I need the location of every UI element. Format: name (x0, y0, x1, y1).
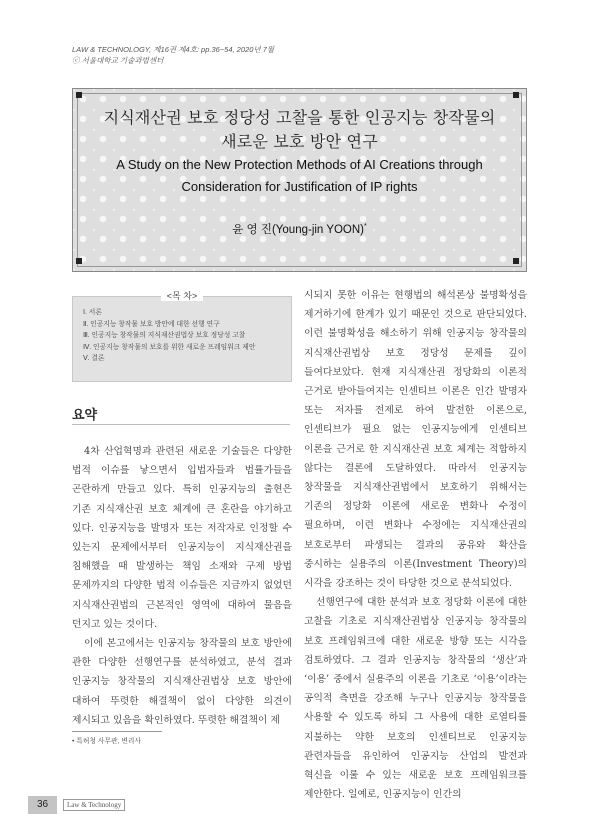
corner-square-icon (513, 92, 519, 98)
toc-item: Ⅱ. 인공지능 창작물 보호 방안에 대한 선행 연구 (83, 320, 220, 328)
toc-item: Ⅴ. 결론 (83, 355, 105, 362)
title-english-line1: A Study on the New Protection Methods of AI Creations through (116, 157, 483, 172)
abstract-paragraph: 시되지 못한 이유는 현행법의 해석론상 불명확성을 제거하기에 한계가 있기 때문인 것으로 판단되었다. 이런 불명확성을 해소하기 위해 인공지능 창작물의 지식재산권법상 보호 정당성 문제를 깊이 들여다보았다. 현재 지식재산권 정당화의 이론적 근거로 받아들여지는 인센티브 이론은 인간 발명자 또는 저자를 전제로 하여 발전한 이론으로, 인센티브가 필요 없는 인공지능에게 인센티브 이론을 근거로 한 지식재산권 보호 체계는 적합하지 않다는 결론에 도달하였다. 따라서 인공지능 창작물을 지식재산권법에서 보호하기 위해서는 기존의 정당화 이론에 새로운 변화나 수정이 필요하며, 이런 변화나 수정에는 지식재산권의 보호로부터 파생되는 결과의 공유와 확산을 중시하는 실용주의 이론(Investment Theory)의 시각을 강조하는 것이 타당한 것으로 분석되었다. (304, 290, 527, 590)
title-korean-line1: 지식재산권 보호 정당성 고찰을 통한 인공지능 창작물의 (103, 108, 496, 127)
toc-title-text: <목 차> (161, 291, 203, 301)
corner-square-icon (76, 258, 82, 264)
toc-item: Ⅲ. 인공지능 창작물의 지식재산권법상 보호 정당성 고찰 (83, 332, 246, 339)
toc-title (72, 289, 292, 302)
journal-citation (72, 44, 274, 66)
table-of-contents (72, 296, 292, 382)
title-english-line2: Consideration for Justification of IP rights (181, 179, 418, 194)
running-footer-title: Law & Technology (63, 799, 125, 811)
journal-info: LAW & TECHNOLOGY, 제16권 제4호: pp.36~54, 2020년 7월 (72, 45, 275, 54)
toc-item: Ⅰ. 서론 (83, 309, 102, 316)
abstract-paragraph: 4차 산업혁명과 관련된 새로운 기술들은 다양한 법적 이슈를 낳으면서 입법자들과 법률가들을 곤란하게 만들고 있다. 특히 인공지능의 출현은 기존 지식재산권 보호 체계에 큰 혼란을 야기하고 있다. 인공지능을 발명자 또는 저작자로 인정할 수 있는지 문제에서부터 인공지능이 지식재산권을 침해했을 때 발생하는 책임 소재와 구제 방법 문제까지의 다양한 법적 이슈들은 지금까지 없었던 지식재산권법의 근본적인 영역에 대하여 물음을 던지고 있는 것이다. (72, 446, 292, 630)
author-line (72, 221, 527, 237)
author-footnote-mark: * (364, 223, 367, 231)
abstract-left-column (72, 442, 292, 730)
abstract-heading: 요약 (72, 407, 98, 422)
page-number: 36 (36, 799, 49, 810)
author-footnote: • 특허청 사무관, 변리사 (72, 738, 142, 745)
toc-item: Ⅳ. 인공지능 창작물의 보호를 위한 새로운 프레임워크 제안 (83, 343, 256, 351)
author-name: 윤 영 진(Young-jin YOON) (232, 224, 365, 236)
corner-square-icon (76, 92, 82, 98)
abstract-paragraph: 선행연구에 대한 분석과 보호 정당화 이론에 대한 고찰을 기초로 지식재산권법상 인공지능 창작물의 보호 프레임워크에 대한 새로운 방향 또는 시각을 검토하였다. 그 결과 인공지능 창작물의 ‘생산’과 ‘이용’ 중에서 실용주의 이론을 기초로 ‘이용’이라는 공익적 측면을 강조해 누구나 인공지능 창작물을 사용할 수 있도록 하되 그 사용에 대한 로열티를 지불하는 약한 보호의 인센티브로 인공지능 관련자들을 유인하여 인공지능 산업의 발전과 혁신을 이룰 수 있는 새로운 보호 프레임워크를 제안한다. 일예로, 인공지능이 인간의 (304, 597, 527, 801)
corner-square-icon (513, 258, 519, 264)
abstract-paragraph: 이에 본고에서는 인공지능 창작물의 보호 방안에 관한 다양한 선행연구를 분석하였고, 분석 결과 인공지능 창작물의 지식재산권법상 보호 방안에 대하여 뚜렷한 해결책이 없이 다양한 의견이 제시되고 있음을 확인하였다. 뚜렷한 해결책이 제 (72, 638, 292, 726)
abstract-right-column (304, 286, 527, 804)
title-korean-line2: 새로운 보호 방안 연구 (221, 132, 378, 151)
journal-copyright: ⓒ 서울대학교 기술과법센터 (72, 56, 164, 65)
abstract-divider (72, 424, 290, 425)
footnote-divider (72, 731, 162, 732)
